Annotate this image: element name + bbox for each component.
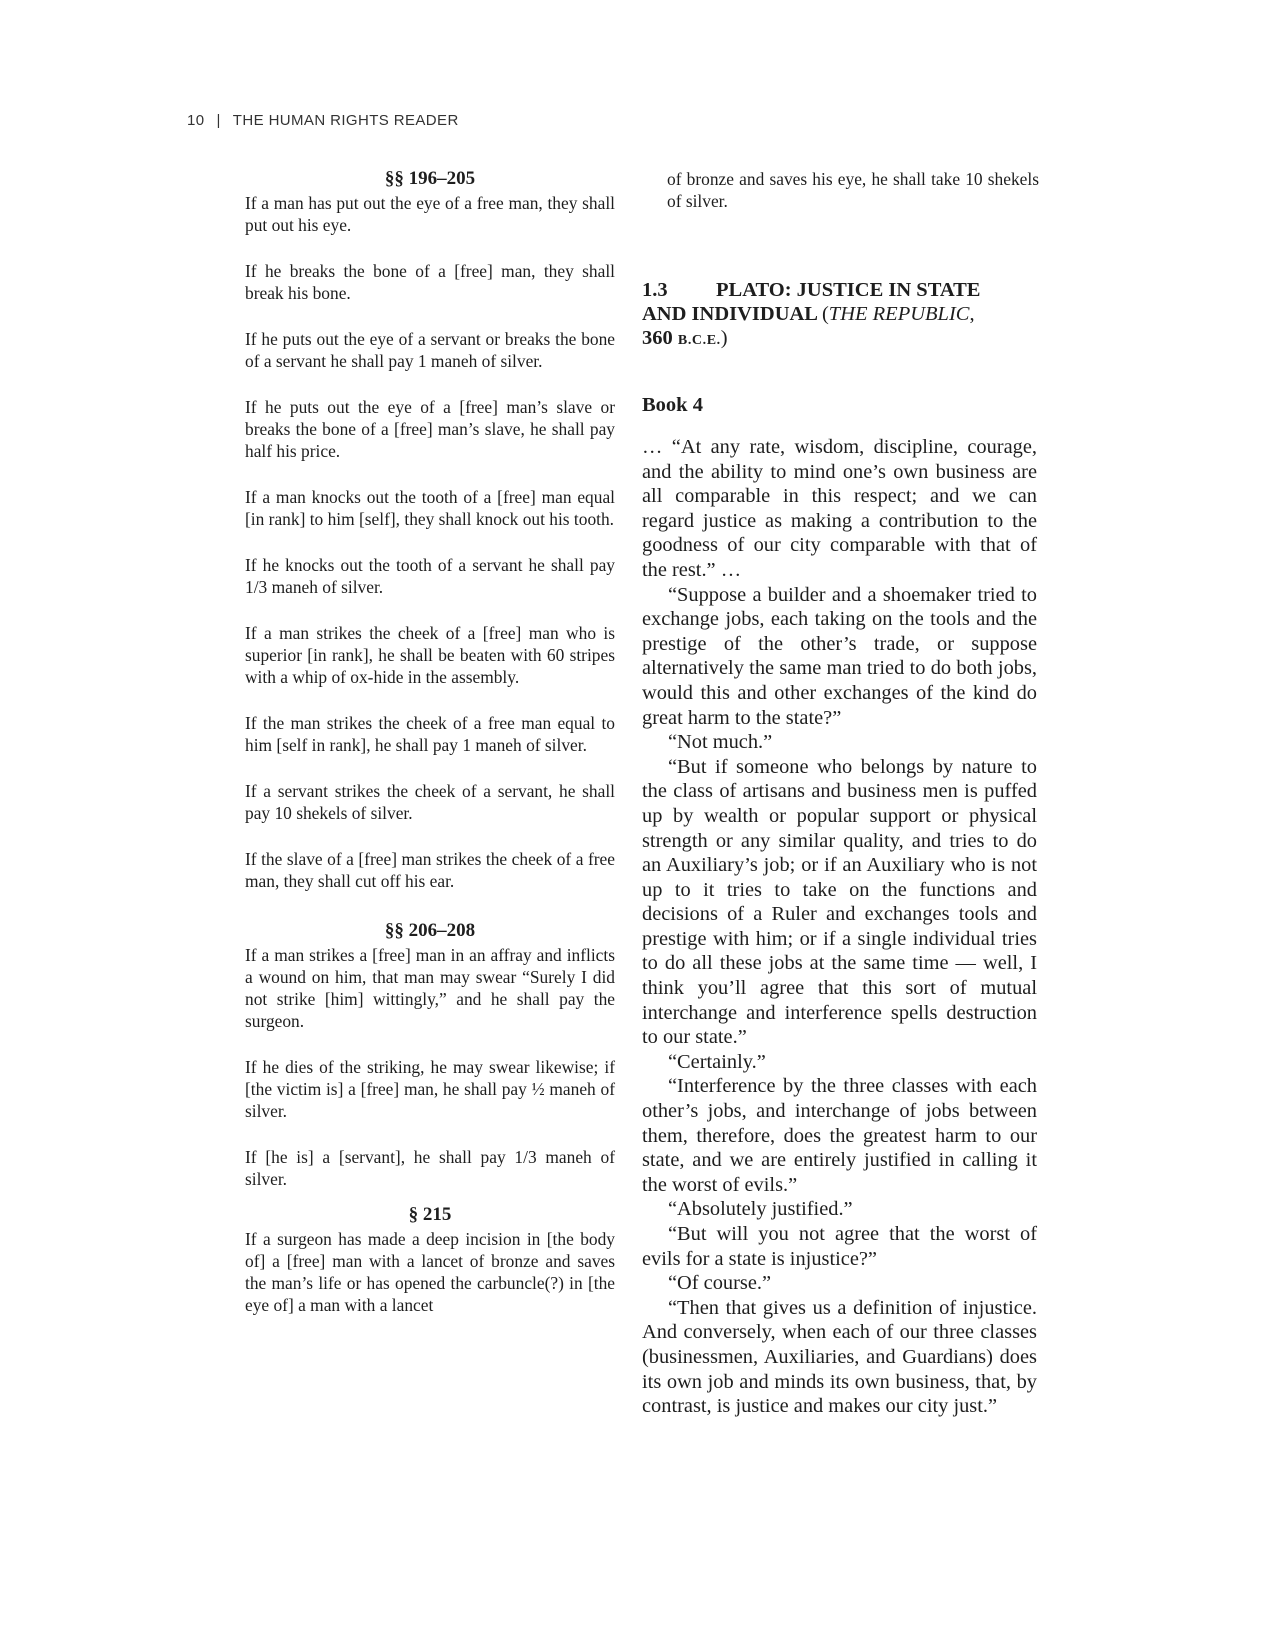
republic-excerpt xyxy=(642,435,1037,1419)
section-heading-196-205: §§ 196–205 xyxy=(384,168,476,189)
section-heading-215: § 215 xyxy=(408,1204,452,1225)
book-title: THE HUMAN RIGHTS READER xyxy=(232,112,459,129)
law-paragraph: If the man strikes the cheek of a free man equal to him [self in rank], he shall pay 1 maneh of silver. xyxy=(245,713,615,755)
continued-paragraph: of bronze and saves his eye, he shall take 10 shekels of silver. xyxy=(667,169,1039,211)
dialogue-paragraph: “Absolutely justified.” xyxy=(668,1198,853,1221)
dialogue-paragraph: … “At any rate, wisdom, discipline, courage, and the ability to mind one’s own business are all comparable in this respect; and we can regard justice as making a contribution to the goodness of our city comparable with that of the rest.” … xyxy=(642,436,1037,581)
law-paragraph: If the slave of a [free] man strikes the cheek of a free man, they shall cut off his ear. xyxy=(245,849,615,891)
law-paragraph: If he breaks the bone of a [free] man, they shall break his bone. xyxy=(245,261,615,303)
book-heading: Book 4 xyxy=(642,394,703,416)
chapter-heading xyxy=(642,278,1037,353)
law-paragraph: If he puts out the eye of a [free] man’s slave or breaks the bone of a [free] man’s slave, he shall pay half his price. xyxy=(245,397,615,461)
chapter-year: 360 xyxy=(642,327,678,349)
work-title: THE REPUBLIC xyxy=(828,303,970,325)
left-column xyxy=(245,168,615,1340)
open-paren: ( xyxy=(821,303,829,325)
close-paren: ) xyxy=(720,327,728,349)
chapter-era: B.C.E. xyxy=(677,333,721,348)
dialogue-paragraph: “But will you not agree that the worst of evils for a state is injustice?” xyxy=(642,1223,1037,1270)
law-paragraph: If he dies of the striking, he may swear likewise; if [the victim is] a [free] man, he shall pay ½ maneh of silver. xyxy=(245,1057,615,1121)
dialogue-paragraph: “Interference by the three classes with each other’s jobs, and interchange of jobs between them, therefore, does the greatest harm to our state, and we are entirely justified in calling it the worst of evils.” xyxy=(642,1075,1037,1196)
right-column xyxy=(642,168,1037,1419)
dialogue-paragraph: “Not much.” xyxy=(668,731,773,754)
chapter-title-line2: AND INDIVIDUAL xyxy=(642,303,822,325)
dialogue-paragraph: “Suppose a builder and a shoemaker tried to exchange jobs, each taking on the tools and the prestige of the other’s trade, or suppose alternatively the same man tried to do both jobs, would this and other exchanges of the kind do great harm to the state?” xyxy=(642,583,1037,729)
page-number: 10 xyxy=(187,112,205,129)
law-paragraph: If a servant strikes the cheek of a servant, he shall pay 10 shekels of silver. xyxy=(245,781,615,823)
section-heading-206-208: §§ 206–208 xyxy=(384,920,476,941)
dialogue-paragraph: “But if someone who belongs by nature to the class of artisans and business men is puffed up by wealth or popular support or physical strength or any similar quality, and tries to do an Auxiliary’s job; or if an Auxiliary who is not up to it tries to take on the functions and decisions of a Ruler and exchanges tools and prestige with him; or if a single individual tries to do all these jobs at the same time — well, I think you’ll agree that this sort of mutual interchange and interference spells destruction to our state.” xyxy=(642,755,1037,1049)
law-paragraph: If a surgeon has made a deep incision in [the body of] a [free] man with a lancet of bronze and saves the man’s life or has opened the carbuncle(?) in [the eye of] a man with a lancet xyxy=(245,1229,615,1315)
chapter-number: 1.3 xyxy=(642,279,668,301)
chapter-title-line1: PLATO: JUSTICE IN STATE xyxy=(716,279,981,301)
header-separator: | xyxy=(216,112,221,129)
running-header xyxy=(187,112,459,129)
law-paragraph: If a man strikes the cheek of a [free] man who is superior [in rank], he shall be beaten with 60 stripes with a whip of ox-hide in the assembly. xyxy=(245,623,615,687)
dialogue-paragraph: “Of course.” xyxy=(668,1272,772,1295)
law-paragraph: If a man has put out the eye of a free man, they shall put out his eye. xyxy=(245,193,615,235)
law-paragraph: If [he is] a [servant], he shall pay 1/3 maneh of silver. xyxy=(245,1147,615,1189)
law-paragraph: If a man strikes a [free] man in an affray and inflicts a wound on him, that man may swear “Surely I did not strike [him] wittingly,” and he shall pay the surgeon. xyxy=(245,945,615,1031)
law-paragraph: If he puts out the eye of a servant or breaks the bone of a servant he shall pay 1 maneh of silver. xyxy=(245,329,615,371)
title-comma: , xyxy=(969,303,975,325)
law-paragraph: If a man knocks out the tooth of a [free] man equal [in rank] to him [self], they shall knock out his tooth. xyxy=(245,487,615,529)
dialogue-paragraph: “Certainly.” xyxy=(668,1050,766,1073)
law-paragraph: If he knocks out the tooth of a servant he shall pay 1/3 maneh of silver. xyxy=(245,555,615,597)
dialogue-paragraph: “Then that gives us a definition of injustice. And conversely, when each of our three classes (businessmen, Auxiliaries, and Guardians) does its own job and minds its own business, that, by contrast, is justice and makes our city just.” xyxy=(642,1296,1037,1418)
